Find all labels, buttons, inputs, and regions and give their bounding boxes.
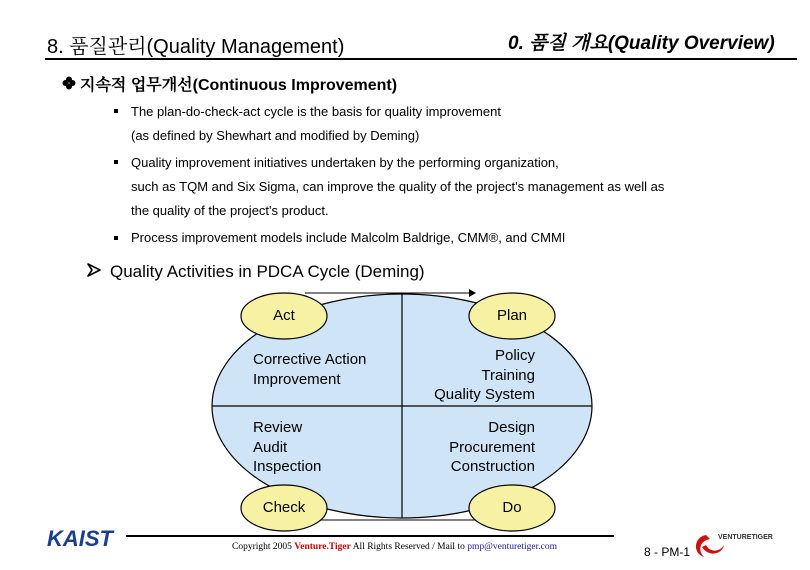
check-items	[253, 418, 321, 477]
pdca-diagram	[205, 280, 605, 532]
footer-divider	[126, 535, 614, 537]
section-title: 0. 품질 개요(Quality Overview)	[508, 33, 775, 54]
page-number: 8 - PM-1	[644, 545, 691, 559]
pdca-heading-text: Quality Activities in PDCA Cycle (Deming)	[110, 262, 425, 281]
section-heading-text: 지속적 업무개선(Continuous Improvement)	[80, 77, 398, 94]
do-item: Construction	[450, 458, 535, 475]
bullet-text: Process improvement models include Malcolm Baldrige, CMM®, and CMMI	[131, 230, 566, 245]
kaist-logo	[45, 525, 121, 556]
do-item: Design	[488, 419, 535, 436]
check-item: Audit	[253, 438, 288, 456]
contact-email-link[interactable]: pmp@venturetiger.com	[467, 542, 557, 552]
copyright-prefix: Copyright 2005	[232, 542, 295, 552]
svg-text:KAIST: KAIST	[47, 526, 113, 551]
square-bullet-icon	[114, 160, 118, 164]
page-title: 8. 품질관리(Quality Management)	[47, 36, 345, 58]
square-bullet-icon	[114, 109, 118, 113]
copyright-brand: Venture.Tiger	[294, 542, 351, 552]
pdca-heading	[86, 262, 425, 282]
plan-item: Policy	[494, 347, 535, 364]
diamond-bullet-icon	[62, 76, 80, 95]
act-item: Improvement	[253, 370, 341, 388]
check-item: Review	[253, 419, 303, 436]
section-heading	[62, 72, 397, 95]
node-check-label: Check	[262, 499, 306, 516]
act-items	[253, 350, 366, 389]
plan-items	[405, 346, 535, 405]
node-plan-label: Plan	[496, 307, 528, 324]
svg-text:VENTURETIGER: VENTURETIGER	[718, 534, 773, 541]
square-bullet-icon	[114, 236, 118, 240]
do-item: Procurement	[449, 438, 535, 456]
bullet-text: The plan-do-check-act cycle is the basis for quality improvement	[131, 104, 501, 119]
plan-item: Training	[481, 366, 535, 384]
node-do-label: Do	[502, 499, 522, 516]
bullet-text: (as defined by Shewhart and modified by Deming)	[131, 128, 420, 143]
venturetiger-logo	[688, 527, 788, 568]
node-act-label: Act	[273, 307, 295, 324]
check-item: Inspection	[253, 458, 322, 475]
act-item: Corrective Action	[253, 351, 367, 368]
bullet-text: Quality improvement initiatives undertaken by the performing organization,	[131, 155, 559, 170]
title-divider	[45, 58, 797, 60]
bullet-text: such as TQM and Six Sigma, can improve the quality of the project's management as well as	[131, 179, 665, 194]
bullet-text: the quality of the project's product.	[131, 203, 329, 218]
copyright-notice	[232, 542, 557, 552]
arrow-right-icon	[86, 262, 110, 282]
plan-item: Quality System	[434, 386, 535, 403]
do-items	[405, 418, 535, 477]
copyright-middle: All Rights Reserved / Mail to	[350, 542, 468, 552]
